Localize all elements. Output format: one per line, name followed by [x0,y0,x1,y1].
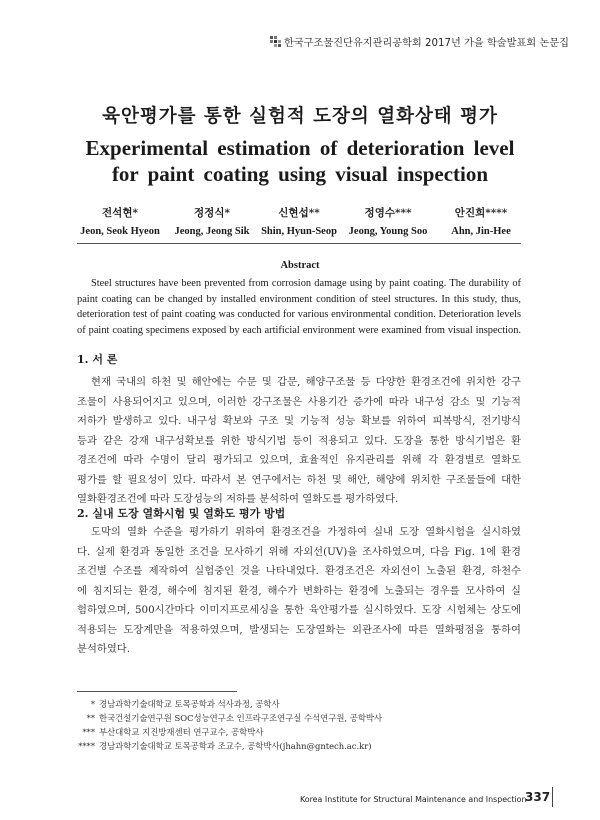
abstract-heading: Abstract [280,260,320,271]
title-english-line2: for paint coating using visual inspection [111,162,489,186]
body-line: 현재 국내의 하천 및 해안에는 수문 및 갑문, 해양구조물 등 다양한 환경조건에 위치한 강구 [91,376,521,388]
footnote-mark: *** [82,727,95,737]
journal-logo-icon [270,36,281,50]
body-line: 에 침지되는 환경, 해수에 침지된 환경, 해수가 변화하는 환경에 노출되는 경우를 모사하여 실 [77,584,521,597]
body-line: 다. 실제 환경과 동일한 조건을 모사하기 위해 자외선(UV)을 조사하였으며, 다음 Fig. 1에 환경 [77,545,521,558]
footer-organization: Korea Institute for Structural Maintenance and Inspection [300,795,527,804]
footnote-text: 경남과학기술대학교 토목공학과 석사과정, 공학사 [99,699,280,709]
footnote-text: 부산대학교 지진방재센터 연구교수, 공학박사 [99,727,264,737]
journal-name: 한국구조물진단유지관리공학회 2017년 가을 학술발표회 논문집 [284,38,569,49]
title-english-line1: Experimental estimation of deterioration level [85,136,515,160]
author-name-korean: 전석현* [102,207,138,219]
footnote-2 [77,712,382,724]
body-line: 저하가 발생하고 있다. 내구성 확보와 구조 및 기능적 성능 확보를 위하여 피복방식, 전기방식 [77,415,521,427]
author-name-korean: 정영수*** [364,207,412,219]
body-line: 분석하였다. [77,643,131,655]
body-line: 도막의 열화 수준을 평가하기 위하여 환경조건을 가정하여 실내 도장 열화시험을 실시하였 [91,526,521,538]
abstract-body [77,276,521,338]
body-line: 경조건에 따라 수명이 달리 평가되고 있으며, 효율적인 유지관리를 위해 각 환경별로 열화도 [77,454,521,466]
footnote-divider [77,691,237,692]
author-5 [426,205,536,237]
abstract-line: Steel structures have been prevented from corrosion damage using by paint coating. The durability of [91,278,521,289]
author-name-english: Shin, Hyun-Seop [261,226,337,237]
abstract-line: deterioration test of paint coating was conducted for various environmental condition. Deterioration levels [77,309,521,321]
body-line: 평가를 할 필요성이 있다. 따라서 본 연구에서는 하천 및 해안, 해양에 위치한 구조물들에 대한 [77,473,521,486]
footer-divider [552,787,553,807]
footnote-mark: **** [78,741,95,751]
abstract-line: of paint coating specimens exposed by each artificial environment were examined from visual inspection. [77,324,521,336]
author-divider [77,243,521,244]
section-1-body [77,373,521,510]
body-line: 적용되는 도장계만을 적용하였으며, 발생되는 도장열화는 외관조사에 따른 열화평점을 통하여 [77,623,521,636]
footnote-mark: ** [86,713,95,723]
footnote-text: 한국건설기술연구원 SOC성능연구소 인프라구조연구실 수석연구원, 공학박사 [99,713,383,723]
author-name-korean: 신현섭** [278,207,320,219]
section-1-heading: 1. 서 론 [77,353,118,366]
title-korean: 육안평가를 통한 실험적 도장의 열화상태 평가 [102,106,498,127]
author-name-english: Ahn, Jin-Hee [451,226,511,237]
section-2-heading: 2. 실내 도장 열화시험 및 열화도 평가 방법 [77,507,286,520]
journal-header [270,34,569,52]
footnote-4 [77,740,371,752]
author-name-english: Jeon, Seok Hyeon [80,226,160,237]
body-line: 열화환경조건에 따라 도장성능의 저하를 분석하여 열화도를 평가하였다. [77,493,399,505]
footnote-3 [77,726,263,738]
body-line: 조물이 사용되어지고 있으며, 이러한 강구조물은 사용기간 증가에 따라 내구성 감소 및 기능적 [77,395,521,408]
page-number: 337 [525,790,551,804]
footnote-1 [77,698,280,710]
body-line: 조건별 수조를 제작하여 실험중인 것을 나타내었다. 환경조건은 자외선이 노출된 환경, 하천수 [77,565,521,577]
author-name-korean: 안진희**** [454,207,508,219]
author-name-english: Jeong, Jeong Sik [174,226,250,237]
author-name-english: Jeong, Young Soo [348,226,428,237]
section-2-body [77,523,521,660]
footnote-mark: * [90,699,95,709]
body-line: 등과 같은 강재 내구성확보를 위한 방식기법 등이 적용되고 있다. 도장을 통한 방식기법은 환 [77,434,521,447]
body-line: 험하였으며, 500시간마다 이미지프로세싱을 통한 육안평가를 실시하였다. 도장 시험체는 상도에 [77,604,521,616]
footnote-text: 경남과학기술대학교 토목공학과 조교수, 공학박사(jhahn@gntech.ac.kr) [99,741,372,751]
author-name-korean: 정정식* [194,207,230,219]
abstract-line: paint coating can be changed by installed environment condition of steel structures. In this study, thus, [77,293,521,305]
